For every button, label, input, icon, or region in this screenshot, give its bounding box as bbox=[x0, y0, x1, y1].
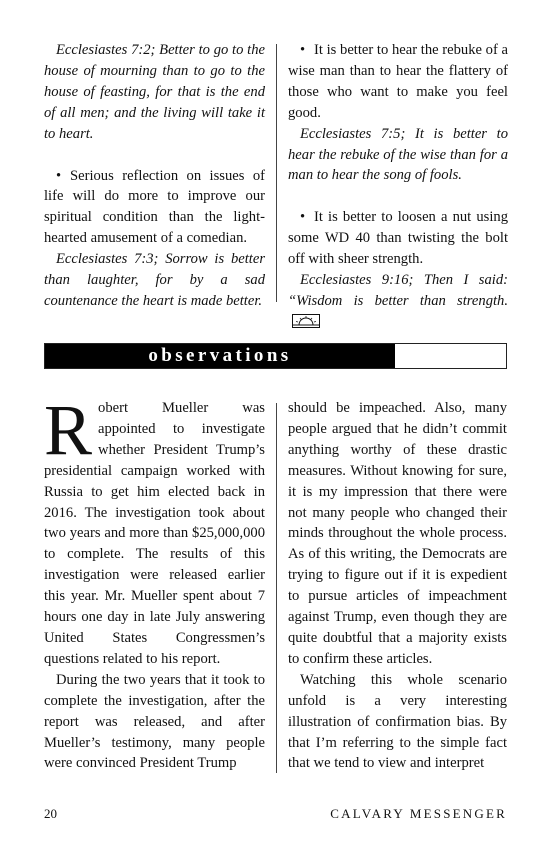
article-paragraph: Watching this whole scenario unfold is a very interesting illustration of confirmation bias. By that I’m referring to the simple fact that we tend to view and interpret bbox=[288, 671, 507, 772]
drop-cap: R bbox=[44, 390, 93, 470]
scripture-quote: Ecclesiastes 7:3; Sorrow is better than laughter, for by a sad countenance the heart is made better. bbox=[44, 251, 265, 309]
sunrise-ornament-icon bbox=[292, 314, 320, 328]
scripture-quote: Ecclesiastes 7:5; It is better to hear the rebuke of the wise than for a man to hear the song of fools. bbox=[288, 125, 508, 184]
bullet-point: • It is better to hear the rebuke of a wise man than to hear the flattery of those who want to make you feel good. bbox=[288, 40, 508, 124]
top-right-column bbox=[288, 40, 508, 333]
column-divider bbox=[276, 403, 277, 773]
bullet-point: • It is better to loosen a nut using some WD 40 than twisting the bolt off with sheer strength. bbox=[288, 207, 508, 270]
bullet-point: • Serious reflection on issues of life will do more to improve our spiritual condition than the light-hearted amusement of a comedian. bbox=[44, 166, 265, 250]
section-title: observations bbox=[45, 344, 395, 368]
scripture-quote bbox=[288, 270, 508, 333]
article-left-column bbox=[44, 390, 265, 774]
top-left-column bbox=[44, 40, 265, 312]
column-divider bbox=[276, 44, 277, 302]
scripture-quote-text: Ecclesiastes 9:16; Then I said: “Wisdom is better than strength. bbox=[288, 272, 508, 309]
scripture-quote: Ecclesiastes 7:2; Better to go to the house of mourning than to go to the house of feasting, for that is the end of all men; and the living will take it to heart. bbox=[44, 42, 265, 142]
article-paragraph: During the two years that it took to complete the investigation, after the report was released, and after Mueller’s testimony, many people were convinced President Trump bbox=[44, 671, 265, 772]
magazine-title: CALVARY MESSENGER bbox=[330, 806, 507, 821]
page-number: 20 bbox=[44, 806, 57, 821]
article-paragraph bbox=[44, 390, 265, 670]
section-banner bbox=[44, 343, 507, 369]
article-paragraph: should be impeached. Also, many people argued that he didn’t commit anything worthy of these drastic measures. Without knowing for sure, it is my impression that there were not many people who changed their minds throughout the whole process. As of this writing, the Democrats are trying to figure out if it is expedient to pursue articles of impeachment against Trump, even though they are quite doubtful that a majority exists to confirm these articles. bbox=[288, 400, 507, 667]
article-right-column bbox=[288, 398, 507, 774]
article-paragraph-text: obert Mueller was appointed to investigate whether President Trump’s presidential campaign worked with Russia to get him elected back in 2016. The investigation took about two years and more than $25,000,000 to complete. The results of this investigation were released earlier this year. Mr. Mueller spent about 7 hours one day in late July answering United States Congressmen’s questions related to his report. bbox=[44, 400, 265, 667]
